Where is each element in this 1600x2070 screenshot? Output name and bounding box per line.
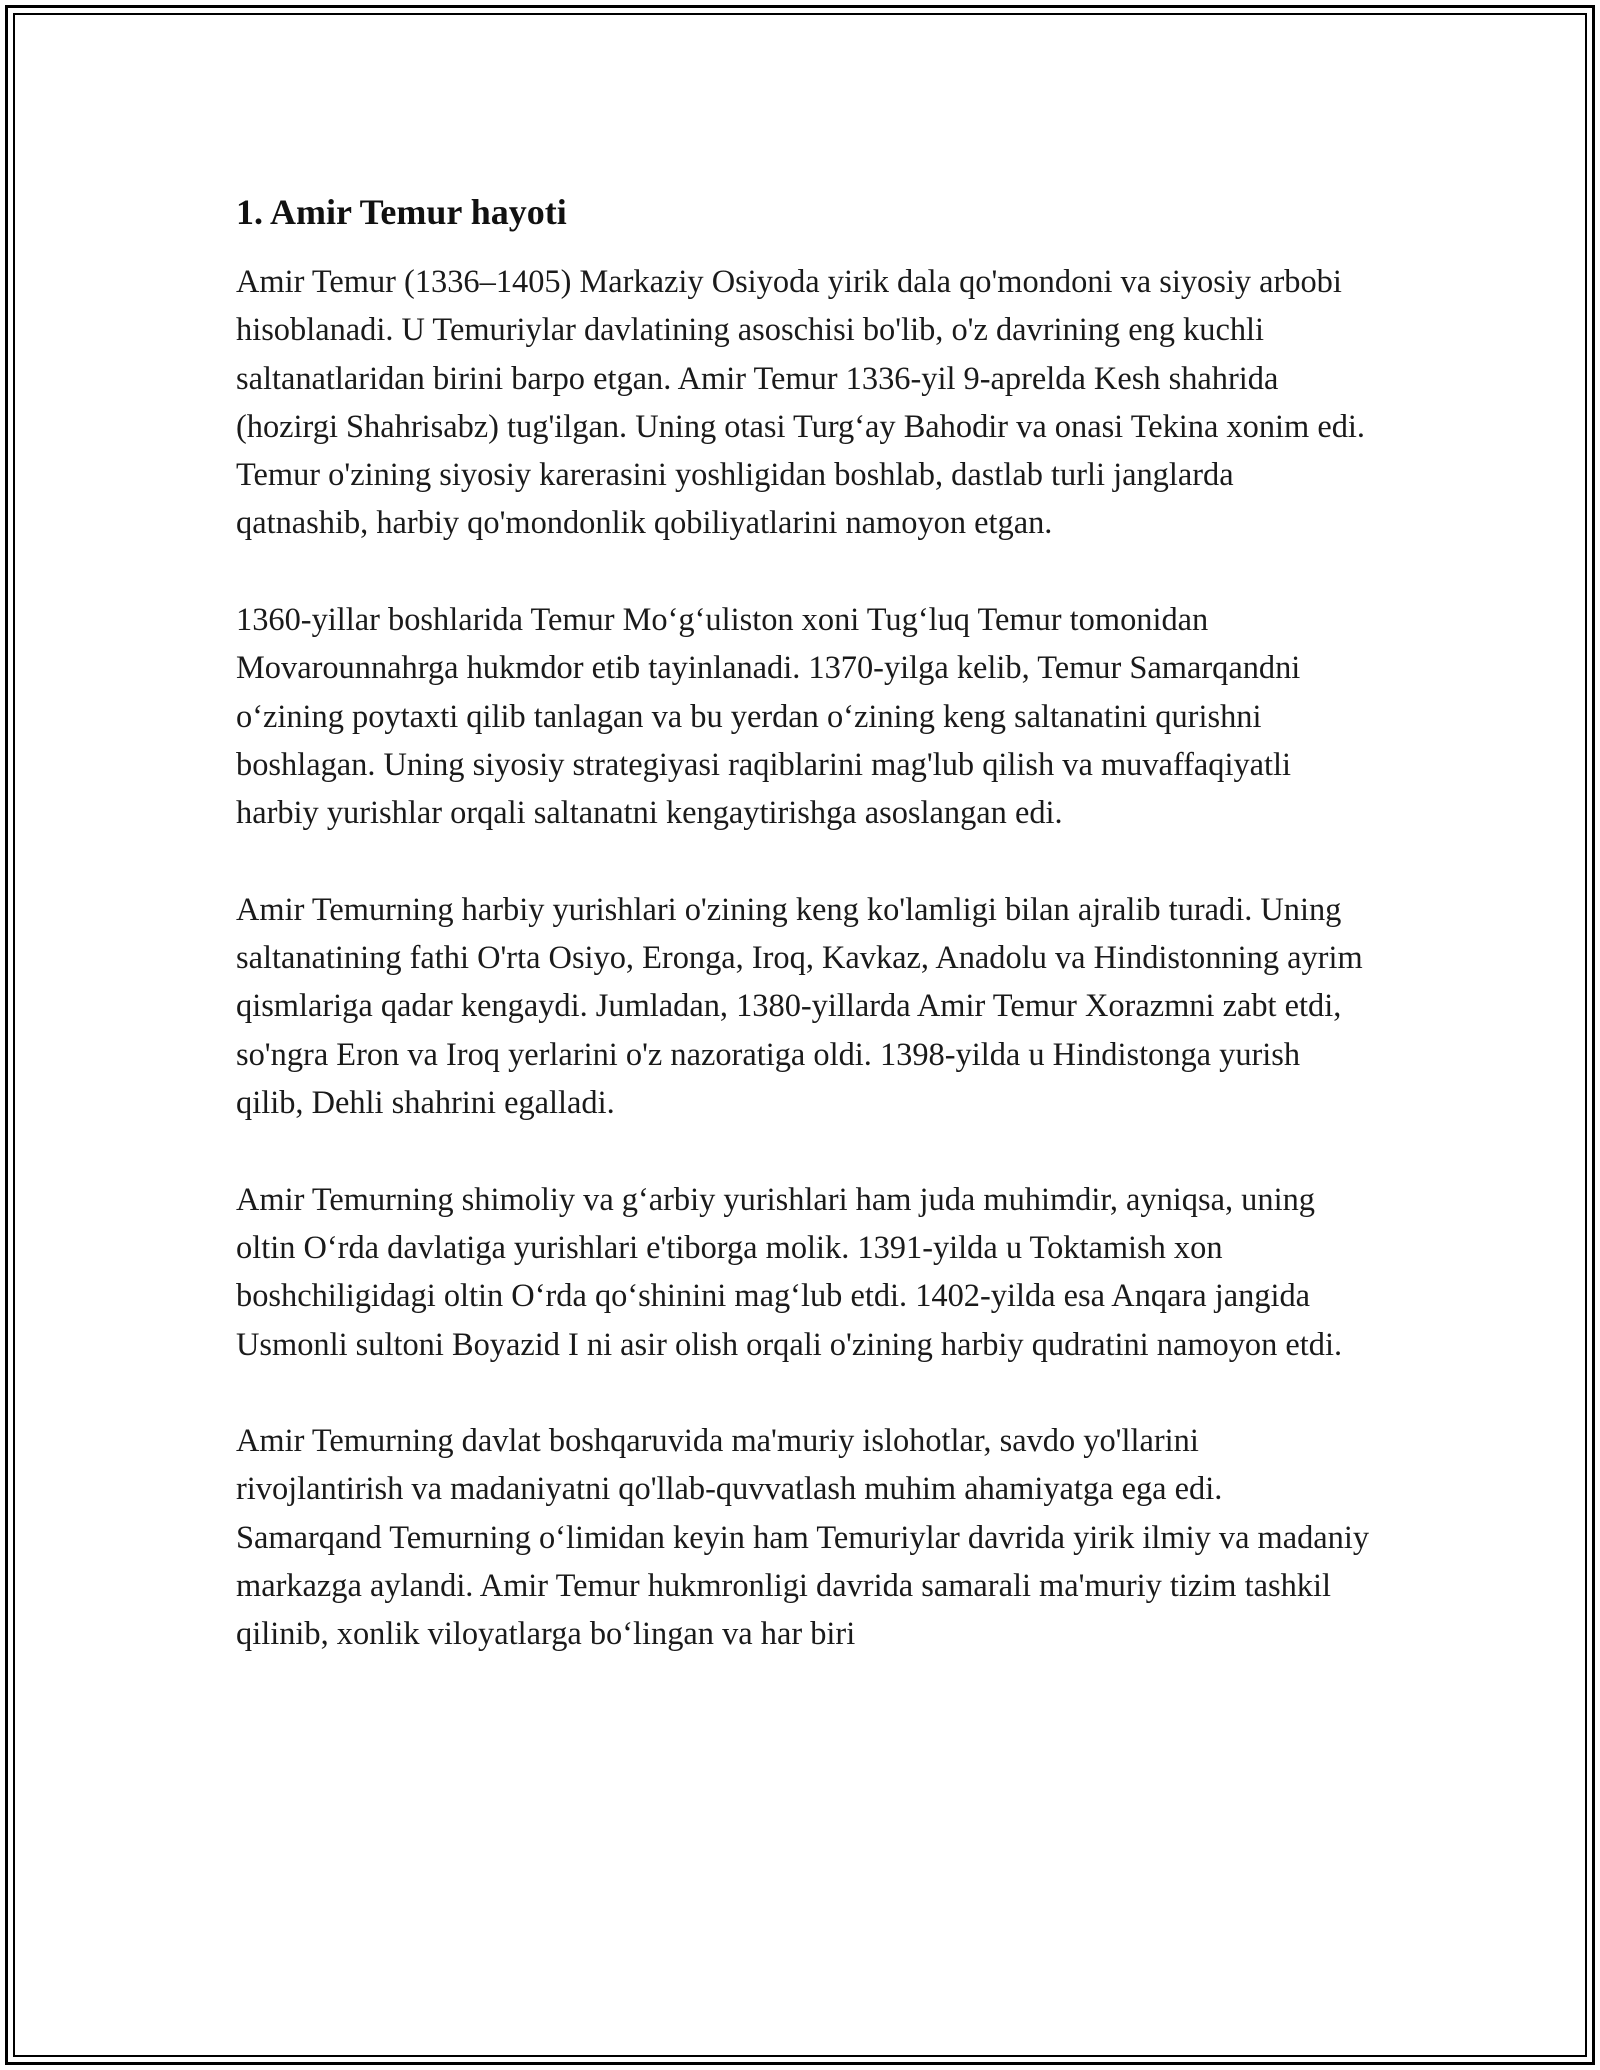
section-heading: 1. Amir Temur hayoti (236, 192, 567, 232)
paragraph-2: 1360-yillar boshlarida Temur Mo‘g‘uliston xoni Tug‘luq Temur tomonidan Movarounnahrga hukmdor etib tayinlanadi. 1370-yilga kelib, Temur Samarqandni o‘zining poytaxti qilib tanlagan va bu yerdan o‘zining keng saltanatini qurishni boshlagan. Uning siyosiy strategiyasi raqiblarini mag'lub qilish va muvaffaqiyatli harbiy yurishlar orqali saltanatni kengaytirishga asoslangan edi. (236, 602, 1301, 832)
paragraph-4: Amir Temurning shimoliy va g‘arbiy yurishlari ham juda muhimdir, ayniqsa, uning oltin O‘rda davlatiga yurishlari e'tiborga molik. 1391-yilda u Toktamish xon boshchiligidagi oltin O‘rda qo‘shinini mag‘lub etdi. 1402-yilda esa Anqara jangida Usmonli sultoni Boyazid I ni asir olish orqali o'zining harbiy qudratini namoyon etdi. (236, 1181, 1343, 1363)
paragraph-1: Amir Temur (1336–1405) Markaziy Osiyoda yirik dala qo'mondoni va siyosiy arbobi hisoblanadi. U Temuriylar davlatining asoschisi bo'lib, o'z davrining eng kuchli saltanatlaridan birini barpo etgan. Amir Temur 1336-yil 9-aprelda Kesh shahrida (hozirgi Shahrisabz) tug'ilgan. Uning otasi Turg‘ay Bahodir va onasi Tekina xonim edi. Temur o'zining siyosiy karerasini yoshligidan boshlab, dastlab turli janglarda qatnashib, harbiy qo'mondonlik qobiliyatlarini namoyon etgan. (236, 264, 1366, 542)
document-body (236, 188, 1372, 1659)
paragraph-3: Amir Temurning harbiy yurishlari o'zining keng ko'lamligi bilan ajralib turadi. Uning saltanatining fathi O'rta Osiyo, Eronga, Iroq, Kavkaz, Anadolu va Hindistonning ayrim qismlariga qadar kengaydi. Jumladan, 1380-yillarda Amir Temur Xorazmni zabt etdi, so'ngra Eron va Iroq yerlarini o'z nazoratiga oldi. 1398-yilda u Hindistonga yurish qilib, Dehli shahrini egalladi. (236, 891, 1363, 1122)
paragraph-5: Amir Temurning davlat boshqaruvida ma'muriy islohotlar, savdo yo'llarini rivojlantirish va madaniyatni qo'llab-quvvatlash muhim ahamiyatga ega edi. Samarqand Temurning o‘limidan keyin ham Temuriylar davrida yirik ilmiy va madaniy markazga aylandi. Amir Temur hukmronligi davrida samarali ma'muriy tizim tashkil qilinib, xonlik viloyatlarga bo‘lingan va har biri (236, 1423, 1370, 1653)
